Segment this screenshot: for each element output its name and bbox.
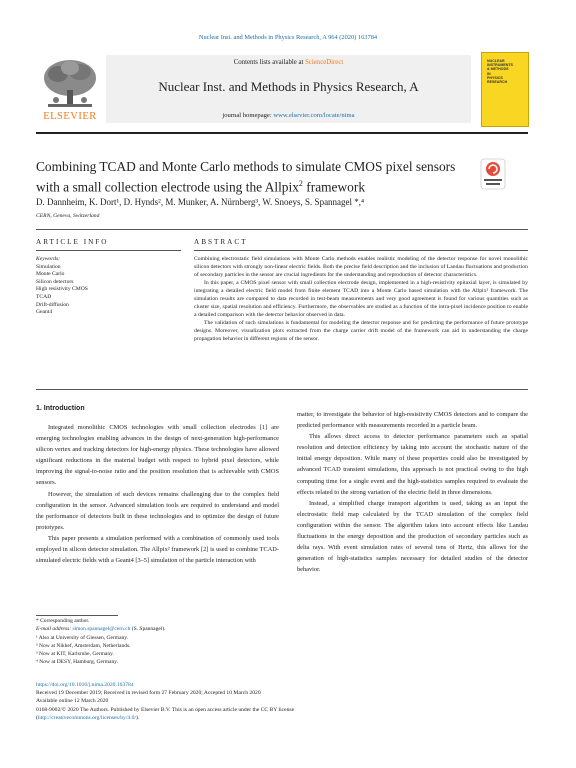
body-paragraph: Instead, a simplified charge transport algorithm is used, taking as an input the electrostatic field map calculated by the TCAD simulation of the complex field configuration within the sensor. The algorithm takes into account effects like Landau fluctuations in the energy deposition and the production of secondary particles such as delta rays. With event simulation rates of several tens of Hertz, this allows for the generation of high-statistics samples necessary for detailed studies of the detector behavior. <box>297 499 528 574</box>
license-link[interactable]: http://creativecommons.org/licenses/by/4.0/ <box>37 714 136 721</box>
keyword: TCAD <box>36 293 52 300</box>
journal-homepage <box>106 112 471 119</box>
body-paragraph: This allows direct access to detector performance parameters such as spatial resolution and detection efficiency by taking into account the stochastic nature of the initial energy deposition. While many of these properties could also be investigated by advanced TCAD transient simulations, this approach is not practical owing to the high computing time for a single event and the high-statistics samples required to evaluate the effects related to the strong variation of the electric field in three dimensions. <box>297 433 528 496</box>
article-title <box>36 158 476 195</box>
keyword: Monte Carlo <box>36 271 65 278</box>
footnote: ¹ Also at University of Giessen, Germany. <box>36 634 129 641</box>
keyword: Simulation <box>36 263 61 270</box>
body-paragraph: Integrated monolithic CMOS technologies with small collection electrodes [1] are emerging technologies enabling advances in the design of next-generation high-performance silicon vertex and tracking detectors for high-energy physics. These technologies have allowed significant reductions in the material budget with respect to hybrid pixel detectors, while improving the signal-to-noise ratio and the position resolution that is achievable with CMOS sensors. <box>36 424 279 487</box>
footnotes <box>36 617 166 667</box>
title-line-2-text: with a small collection electrode using the Allpix <box>36 179 299 195</box>
email-link[interactable]: simon.spannagel@cern.ch <box>72 626 131 633</box>
cover-line: IN <box>487 71 491 76</box>
divider <box>194 250 528 251</box>
homepage-link[interactable]: www.elsevier.com/locate/nima <box>273 112 355 119</box>
abstract-heading: ABSTRACT <box>194 238 248 246</box>
license-open: ( <box>36 714 38 721</box>
author-list: D. Dannheim, K. Dort¹, D. Hynds², M. Munker, A. Nürnberg³, W. Snoeys, S. Spannagel *,⁴ <box>36 197 365 207</box>
check-updates-icon <box>480 158 506 190</box>
keyword: High resistivity CMOS <box>36 286 88 293</box>
keyword: Drift-diffusion <box>36 301 69 308</box>
title-line-1: Combining TCAD and Monte Carlo methods to simulate CMOS pixel sensors <box>36 159 456 174</box>
publication-info <box>36 681 294 722</box>
license-line <box>36 714 294 722</box>
divider <box>36 229 528 230</box>
footnote: ³ Now at KIT, Karlsruhe, Germany. <box>36 651 114 658</box>
footnote: ² Now at Nikhef, Amsterdam, Netherlands. <box>36 642 131 649</box>
contents-prefix: Contents lists available at <box>233 59 306 66</box>
keyword: Silicon detectors <box>36 278 74 285</box>
abstract-paragraph: Combining electrostatic field simulations with Monte Carlo methods enables realistic modeling of the detector response for novel monolithic silicon detectors with strongly non-linear electric fields. Both the precise field description and the inclusion of Landau fluctuations and production of secondary particles in the sensor are crucial ingredients for the understanding and reproduction of detector characteristics. <box>194 256 528 279</box>
body-paragraph: matter, to investigate the behavior of high-resistivity CMOS detectors and to compare the predicted performance with measurements recorded in a particle beam. <box>297 411 528 430</box>
copyright-line: 0168-9002/© 2020 The Authors. Published by Elsevier B.V. This is an open access article under the CC BY license <box>36 706 295 713</box>
cover-line: & METHODS <box>487 67 509 72</box>
cover-line: INSTRUMENTS <box>487 63 513 68</box>
title-superscript: 2 <box>298 179 303 188</box>
footnote-rule <box>36 615 118 616</box>
license-close: ). <box>135 714 140 721</box>
cover-line: NUCLEAR <box>487 59 505 63</box>
divider <box>36 250 181 251</box>
body-paragraph: This paper presents a simulation performed with a combination of commonly used tools employed in silicon detector simulation. The Allpix² framework [2] is used to combine TCAD-simulated electric fields with a Geant4 [3–5] simulation of the particle interaction with <box>36 534 279 565</box>
email-suffix: (S. Spannagel). <box>130 626 166 633</box>
body-column-right <box>297 409 528 575</box>
body-paragraph: However, the simulation of such devices remains challenging due to the complex field configuration in the sensor. Advanced simulation tools are required to understand and model the performance of detectors built in these technologies and to optimize the design of future prototypes. <box>36 490 279 531</box>
keywords-title: Keywords: <box>36 256 61 262</box>
journal-reference[interactable]: Nuclear Inst. and Methods in Physics Research, A 964 (2020) 163784 <box>198 34 378 41</box>
journal-cover-thumbnail[interactable] <box>481 52 529 127</box>
doi-link[interactable]: https://doi.org/10.1016/j.nima.2020.163784 <box>36 682 134 688</box>
online-date: Available online 12 March 2020 <box>36 698 109 705</box>
sciencedirect-link[interactable]: ScienceDirect <box>305 59 344 66</box>
abstract-paragraph: The validation of such simulations is fundamental for modeling the detector response and for predicting the performance of future prototype designs. Moreover, visualization plots extracted from the charge carrier drift model of the framework can aid in understanding the charge propagation behavior in different regions of the sensor. <box>194 320 528 343</box>
section-heading: 1. Introduction <box>36 405 85 412</box>
body-column-left <box>36 422 279 566</box>
received-dates: Received 19 December 2019; Received in revised form 27 February 2020; Accepted 10 March 2020 <box>36 690 261 697</box>
footnote: ⁴ Now at DESY, Hamburg, Germany. <box>36 659 119 666</box>
keywords-list <box>36 256 88 317</box>
affiliation: CERN, Geneva, Switzerland <box>36 213 100 219</box>
publisher-name: ELSEVIER <box>43 111 97 122</box>
title-line-2-end: framework <box>302 179 366 195</box>
homepage-prefix: journal homepage: <box>222 112 274 119</box>
cover-line: PHYSICS <box>487 75 503 80</box>
check-for-updates-button[interactable] <box>480 158 506 190</box>
email-label: E-mail address: <box>36 626 73 633</box>
corresponding-author: * Corresponding author. <box>36 618 90 624</box>
abstract-paragraph: In this paper, a CMOS pixel sensor with small collection electrode design, implemented in a high-resistivity epitaxial layer, is simulated by integrating a detailed electric field model from finite element TCAD into a Monte Carlo based simulation with the Allpix² framework. The simulation results are compared to data recorded in test-beam measurements and very good agreement is found for various quantities such as cluster size, spatial resolution and efficiency. Furthermore, the observables are studied as a function of the intra-pixel incidence position to enable a detailed comparison with the detector behavior observed in data. <box>194 280 528 319</box>
cover-line: RESEARCH <box>487 80 508 85</box>
keyword: Geant4 <box>36 309 53 316</box>
email-line <box>36 625 166 633</box>
journal-name: Nuclear Inst. and Methods in Physics Research, A <box>158 79 419 94</box>
title-line-2 <box>36 175 476 195</box>
abstract-text <box>194 255 528 344</box>
article-info-heading: ARTICLE INFO <box>36 238 109 246</box>
divider <box>36 389 528 390</box>
contents-line <box>106 59 471 66</box>
header-rule <box>36 132 528 134</box>
